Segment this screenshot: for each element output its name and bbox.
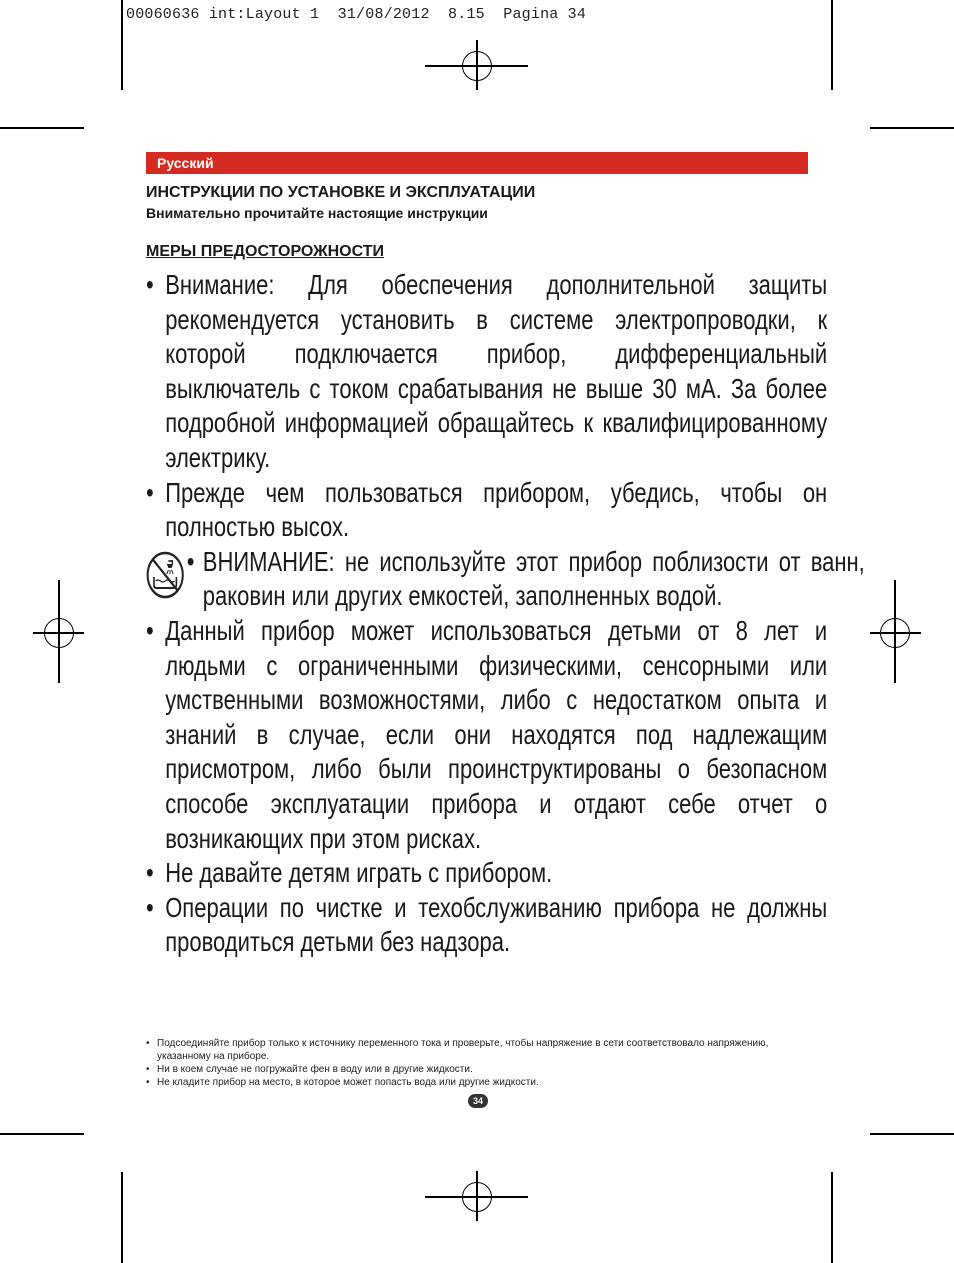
crop-mark [831, 1172, 833, 1263]
bullet: • [146, 476, 154, 508]
list-item-warning [146, 545, 865, 614]
list-item-text: Внимание: Для обеспечения дополнительной защиты рекомендуется установить в системе электропроводки, к которой подключается прибор, дифференциальный выключатель с током срабатывания не выше 30 мА. За более подробной информацией обращайтесь к квалифицированному электрику. [165, 269, 828, 473]
footnotes [146, 1037, 786, 1089]
registration-circle [462, 1182, 492, 1212]
list-item [146, 476, 827, 545]
bullet: • [146, 857, 154, 889]
crop-mark [121, 1172, 123, 1263]
registration-circle [462, 51, 492, 81]
footnote-text: Подсоединяйте прибор только к источнику переменного тока и проверьте, чтобы напряжение в сети соответствовало напряжению, указанному на приборе. [157, 1038, 769, 1062]
footnote-text: Не кладите прибор на место, в которое может попасть вода или другие жидкости. [157, 1077, 539, 1088]
precautions-list [146, 268, 865, 960]
print-slug: 00060636 int:Layout 1 31/08/2012 8.15 Pagina 34 [126, 6, 587, 23]
list-item [146, 856, 827, 891]
language-bar: Русский [146, 152, 808, 174]
section-heading: МЕРЫ ПРЕДОСТОРОЖНОСТИ [146, 243, 385, 260]
bullet: • [146, 269, 154, 300]
footnote-text: Ни в коем случае не погружайте фен в воду или в другие жидкости. [157, 1064, 473, 1075]
bullet: • [146, 891, 154, 923]
list-item-text: ВНИМАНИЕ: не используйте этот прибор поблизости от ванн, раковин или других емкостей, заполненных водой. [202, 545, 865, 612]
list-item [146, 268, 827, 476]
list-item-text: Операции по чистке и техобслуживанию прибора не должны проводиться детьми без надзора. [165, 891, 828, 958]
bullet: • [146, 1064, 150, 1075]
list-item-text: Не давайте детям играть с прибором. [165, 857, 553, 889]
crop-mark [870, 127, 954, 129]
bullet: • [146, 1038, 150, 1049]
list-item [146, 614, 827, 856]
list-item [146, 891, 827, 960]
bullet: • [146, 1077, 150, 1088]
crop-mark [0, 1133, 84, 1135]
footnote [146, 1063, 786, 1076]
page-title: ИНСТРУКЦИИ ПО УСТАНОВКЕ И ЭКСПЛУАТАЦИИ [146, 184, 536, 201]
registration-circle [44, 618, 74, 648]
footnote [146, 1076, 786, 1089]
crop-mark [121, 0, 123, 90]
registration-circle [880, 618, 910, 648]
no-water-bath-icon [146, 551, 184, 599]
footnote [146, 1037, 786, 1063]
crop-mark [0, 127, 84, 129]
crop-mark [831, 0, 833, 90]
bullet: • [146, 614, 154, 646]
list-item-text: Данный прибор может использоваться детьми от 8 лет и людьми с ограниченными физическими, сенсорными или умственными возможностями, либо с недостатком опыта и знаний в случае, если они находятся под надлежащим присмотром, либо были проинструктированы о безопасном способе эксплуатации прибора и отдают себе отчет о возникающих при этом рисках. [165, 614, 828, 854]
bullet: • [186, 545, 195, 577]
crop-mark [870, 1133, 954, 1135]
list-item-text: Прежде чем пользоваться прибором, убедись, чтобы он полностью высох. [165, 476, 828, 543]
page-subtitle: Внимательно прочитайте настоящие инструкции [146, 205, 488, 221]
page-number: 34 [468, 1094, 488, 1108]
